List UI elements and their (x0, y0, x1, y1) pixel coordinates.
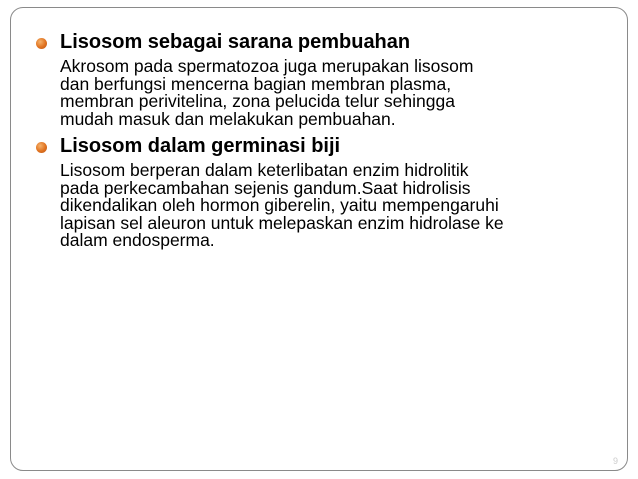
page-number: 9 (612, 456, 618, 466)
body-line: dalam endosperma. (60, 230, 215, 250)
body-line: pada perkecambahan sejenis gandum.Saat hidrolisis (60, 177, 471, 198)
bullet-icon (36, 142, 47, 153)
bullet-heading-text: Lisosom dalam germinasi biji (60, 135, 341, 157)
body-line: lapisan sel aleuron untuk melepaskan enzim hidrolase ke (60, 212, 504, 233)
bullet-body (36, 58, 606, 128)
body-line: dikendalikan oleh hormon giberelin, yaitu mempengaruhi (60, 195, 499, 215)
slide-content (36, 30, 606, 250)
bullet-icon (36, 38, 47, 49)
body-line: membran perivitelina, zona pelucida telur sehingga (60, 91, 455, 111)
body-line: Akrosom pada spermatozoa juga merupakan lisosom (60, 56, 474, 76)
bullet-item-fertilization (36, 30, 606, 128)
body-line: dan berfungsi mencerna bagian membran plasma, (60, 73, 452, 94)
bullet-body (36, 162, 606, 250)
body-line: mudah masuk dan melakukan pembuahan. (60, 108, 396, 129)
bullet-heading (36, 30, 606, 54)
bullet-item-germination (36, 134, 606, 250)
bullet-heading-text: Lisosom sebagai sarana pembuahan (60, 31, 411, 53)
body-line: Lisosom berperan dalam keterlibatan enzim hidrolitik (60, 160, 469, 180)
bullet-heading (36, 134, 606, 158)
